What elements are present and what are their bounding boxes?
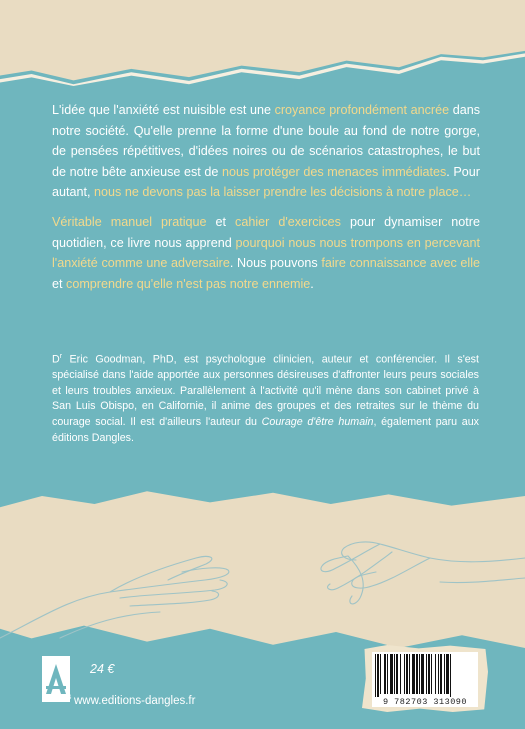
torn-paper-top bbox=[0, 0, 525, 82]
p2-text-1: et bbox=[206, 215, 236, 229]
barcode-bar bbox=[412, 654, 415, 694]
barcode-bar bbox=[426, 654, 427, 694]
barcode-bar bbox=[416, 654, 418, 694]
p2-text-4: et bbox=[52, 276, 67, 291]
barcode-bar bbox=[428, 654, 430, 694]
barcode-bar bbox=[394, 654, 395, 694]
p1-text-1: L'idée que l'anxiété est nuisible est une bbox=[52, 103, 275, 117]
author-title-sup: r bbox=[59, 353, 63, 360]
p2-text-5: . bbox=[310, 276, 314, 291]
p2-text-3: . Nous pouvons bbox=[229, 256, 322, 270]
price: 24 € bbox=[90, 662, 115, 676]
p2-highlight-2: cahier d'exercices bbox=[235, 215, 341, 229]
barcode-bar bbox=[444, 654, 445, 694]
p1-text-3: . Pour autant, bbox=[52, 164, 480, 199]
barcode-bar bbox=[404, 654, 405, 694]
author-bio bbox=[52, 349, 479, 446]
barcode-bar bbox=[377, 654, 379, 698]
barcode-bar bbox=[438, 654, 439, 694]
p1-highlight-2: nous protéger des menaces immédiates bbox=[221, 164, 447, 179]
author-name: Eric Goodman bbox=[62, 353, 143, 366]
barcode-bar bbox=[446, 654, 449, 694]
barcode-bar bbox=[375, 654, 376, 698]
publisher-website: www.editions-dangles.fr bbox=[74, 695, 196, 707]
barcode-bar bbox=[406, 654, 408, 694]
bio-text-1: , PhD, est psychologue clinicien, auteur et conférencier. Il s'est spécialisé dans l'aide apportée aux personnes désireuses d'affronter leurs peurs sociales et leurs troubles anxieux. Parallèlement à l'activité qu'il mène dans son cabinet privé à San Luis Obispo, en Californie, il anime des groupes et des retraites sur le thème du courage social. Il est d'ailleurs l'auteur du bbox=[52, 353, 480, 428]
p2-highlight-3: pourquoi nous nous trompons en percevant l'anxiété comme une adversaire bbox=[52, 235, 480, 270]
barcode-bar bbox=[400, 654, 401, 694]
barcode-bar bbox=[419, 654, 420, 694]
p2-highlight-4: faire connaissance avec elle bbox=[321, 256, 480, 270]
p1-highlight-1: croyance profondément ancrée bbox=[274, 103, 450, 117]
p1-text-2: dans notre société. Qu'elle prenne la forme d'une boule au fond de notre gorge, de pensées répétitives, d'idées noires ou de scénarios catastrophes, le but de notre bête anxieuse est de bbox=[52, 103, 481, 179]
barcode-bars-icon bbox=[372, 652, 478, 698]
barcode-bar bbox=[380, 654, 381, 694]
bio-book-title: Courage d'être humain bbox=[261, 415, 374, 428]
barcode-bar bbox=[390, 654, 393, 694]
barcode-bar bbox=[450, 654, 451, 698]
author-title: D bbox=[52, 353, 60, 366]
p2-highlight-1: Véritable manuel pratique bbox=[52, 215, 207, 229]
barcode-bar bbox=[384, 654, 386, 694]
bio-text-2: , également paru aux éditions Dangles. bbox=[52, 415, 479, 444]
isbn-digits: 9 782703 313090 bbox=[372, 697, 478, 707]
p2-highlight-5: comprendre qu'elle n'est pas notre ennemie bbox=[66, 276, 311, 291]
barcode-bar bbox=[421, 654, 424, 694]
isbn-barcode bbox=[372, 652, 478, 698]
barcode-bar bbox=[396, 654, 398, 694]
hands-line-drawing-icon bbox=[0, 488, 525, 648]
p1-highlight-3: nous ne devons pas la laisser prendre les décisions à notre place… bbox=[94, 185, 472, 199]
barcode-bar bbox=[431, 654, 432, 694]
description-paragraph-1 bbox=[52, 100, 480, 203]
barcode-bar bbox=[440, 654, 442, 694]
p2-text-2: pour dynamiser notre quotidien, ce livre nous apprend bbox=[52, 215, 480, 250]
description-paragraph-2 bbox=[52, 212, 480, 294]
barcode-bar bbox=[435, 654, 436, 694]
logo-label: DANGLES bbox=[42, 695, 72, 701]
barcode-bar bbox=[409, 654, 410, 694]
barcode-bar bbox=[387, 654, 388, 694]
